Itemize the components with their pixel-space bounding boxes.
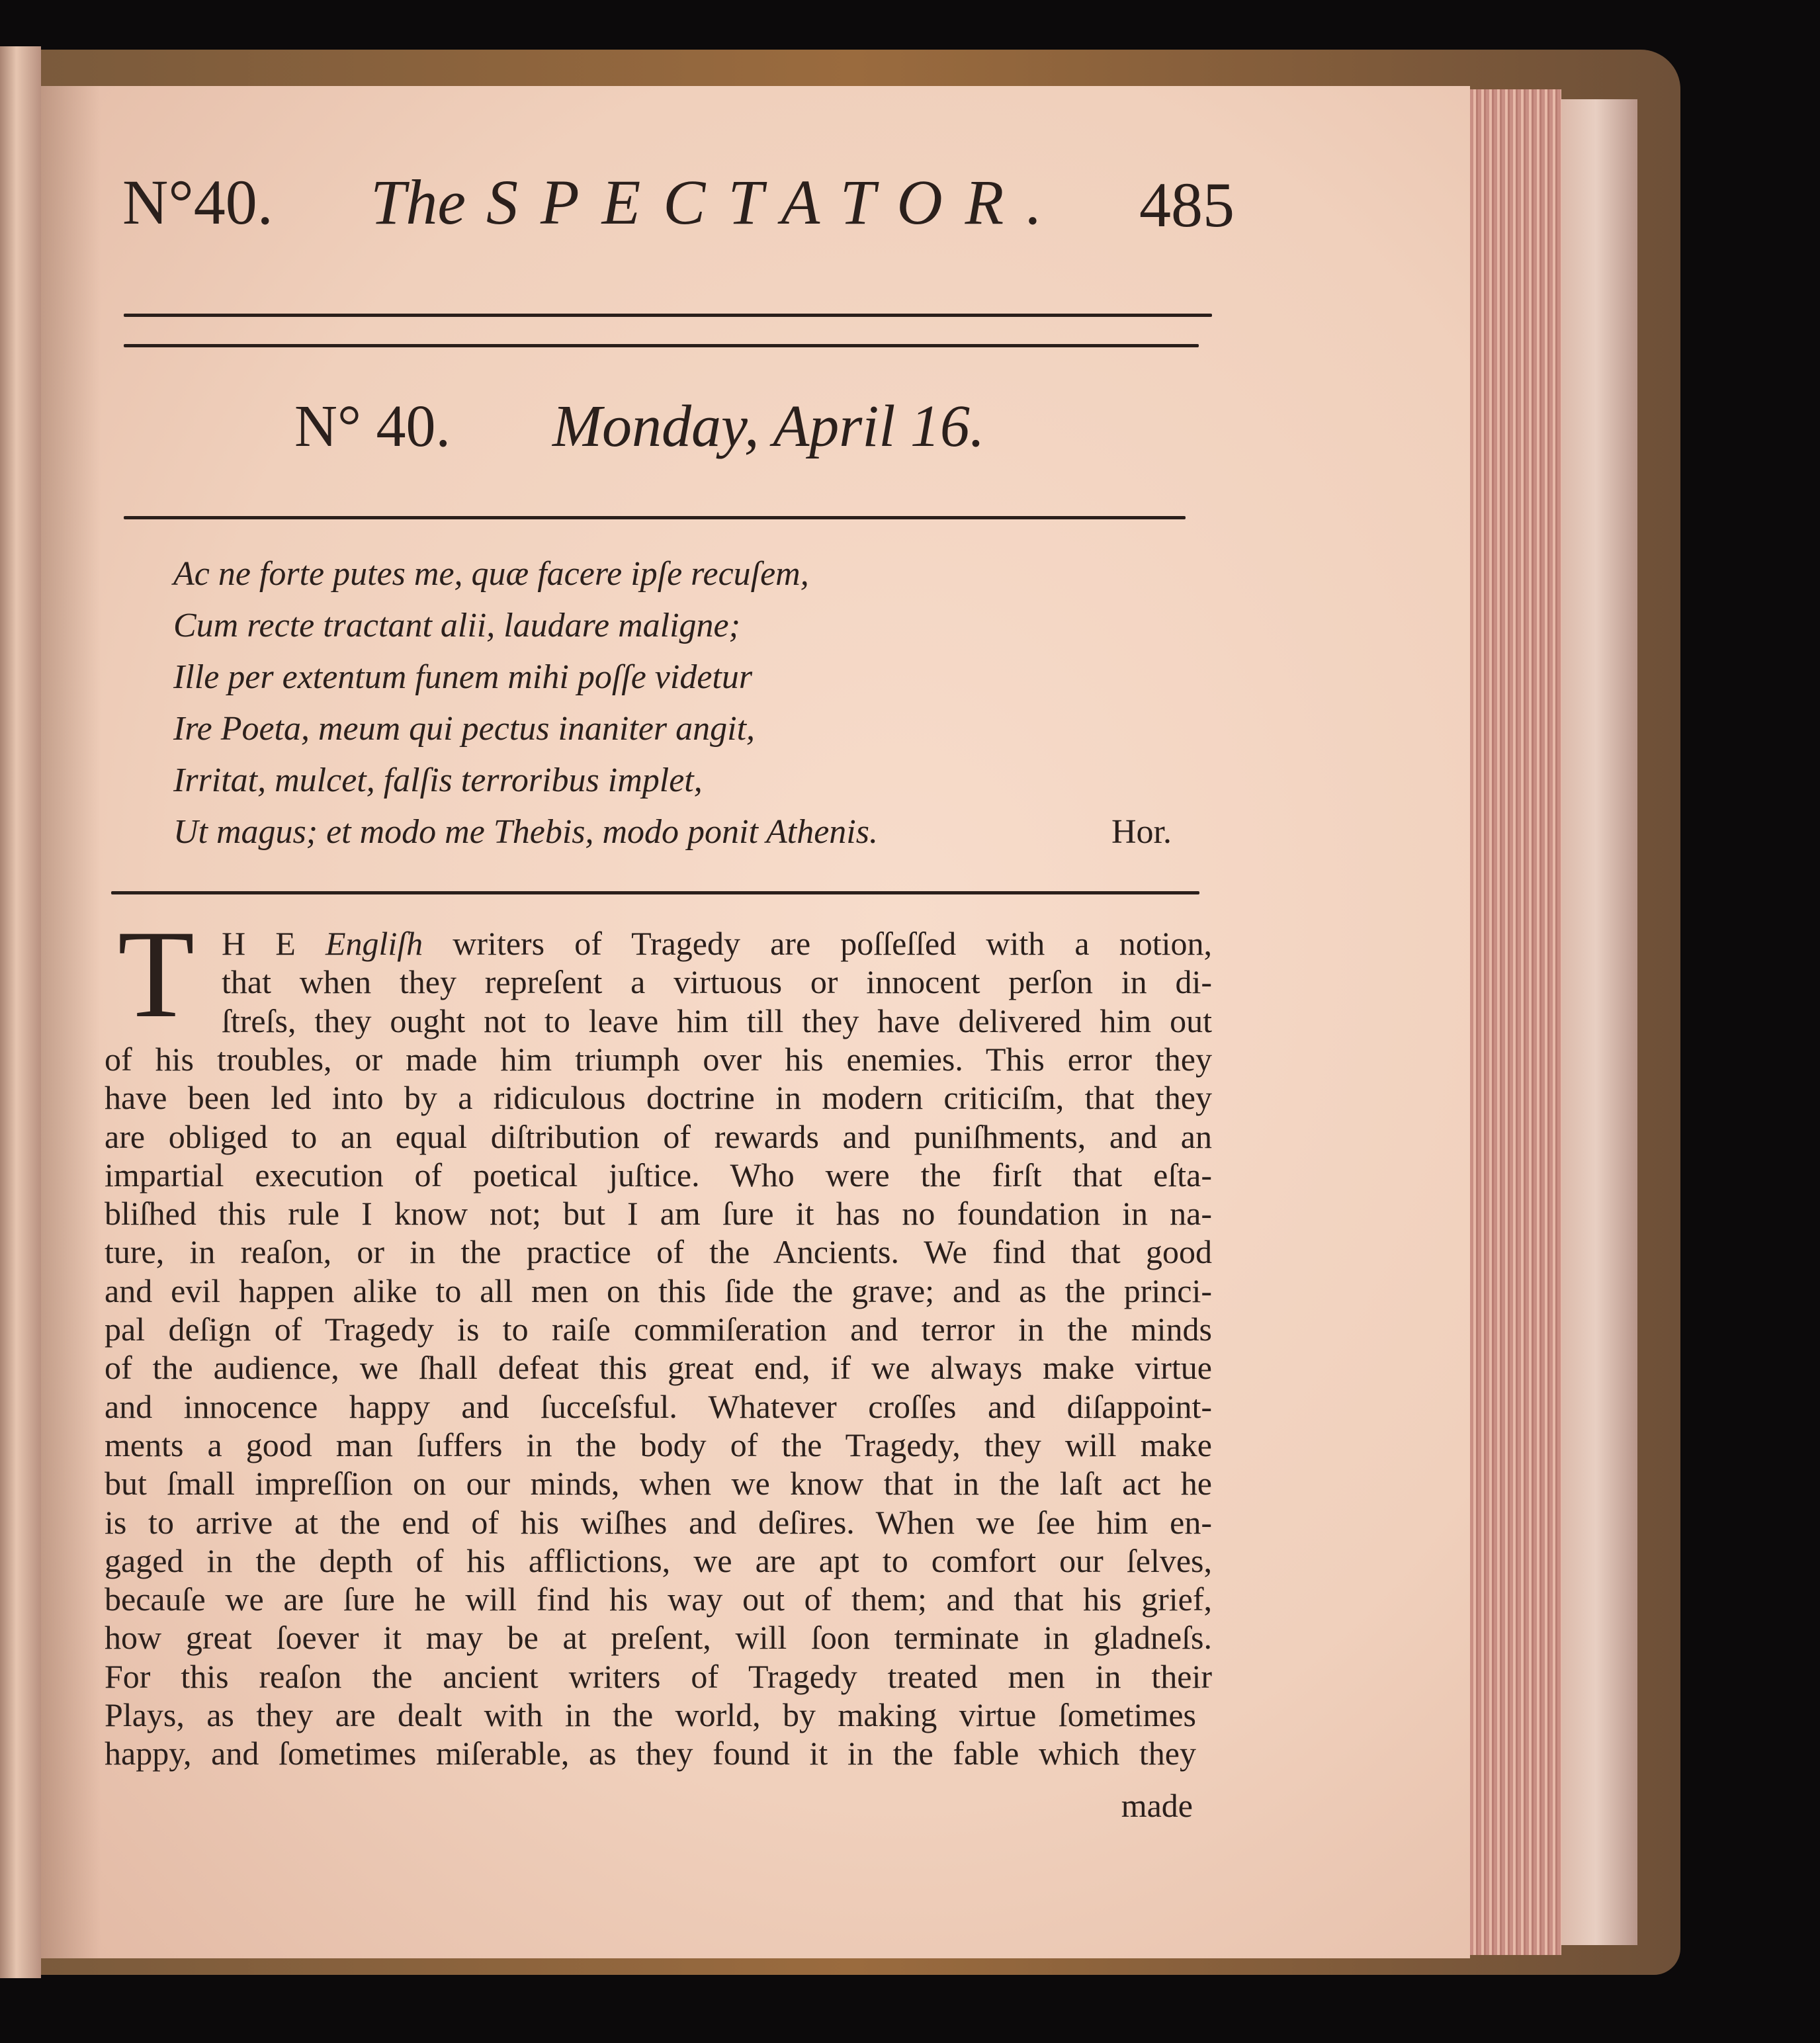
body-line: and innocence happy and ſucceſsful. Whatever croſſes and diſappoint-	[105, 1387, 1212, 1425]
body-line: For this reaſon the ancient writers of Tragedy treated men in their	[105, 1657, 1212, 1695]
body-line: is to arrive at the end of his wiſhes and deſires. When we ſee him en-	[105, 1503, 1212, 1541]
issue-number: N° 40.	[294, 394, 451, 459]
body-line: gaged in the depth of his afflictions, we are apt to comfort our ſelves,	[105, 1542, 1212, 1579]
body-line: happy, and ſometimes miſerable, as they found it in the fable which they	[105, 1735, 1196, 1772]
verse-line: Irritat, mulcet, falſis terroribus implet,	[173, 761, 703, 799]
verse-line: Ac ne forte putes me, quæ facere ipſe recuſem,	[173, 555, 809, 593]
rule-body	[111, 891, 1199, 894]
body-line: and evil happen alike to all men on this ſide the grave; and as the princi-	[105, 1272, 1212, 1309]
body-line: of his troubles, or made him triumph over his enemies. This error they	[105, 1040, 1212, 1078]
catchword: made	[1121, 1787, 1193, 1824]
left-page-edge	[0, 46, 41, 1978]
body-line: ments a good man ſuffers in the body of the Tragedy, they will make	[105, 1426, 1212, 1463]
body-line: how great ſoever it may be at preſent, will ſoon terminate in gladneſs.	[105, 1619, 1212, 1657]
body-line: bliſhed this rule I know not; but I am ſure it has no foundation in na-	[105, 1195, 1212, 1233]
body-line: pal deſign of Tragedy is to raiſe commiſeration and terror in the minds	[105, 1311, 1212, 1348]
header-title-article: The	[370, 167, 466, 238]
body-line: but ſmall impreſſion on our minds, when we know that in the laſt act he	[105, 1465, 1212, 1502]
body-line: that when they repreſent a virtuous or innocent perſon in di-	[222, 963, 1212, 1001]
verse-line: Ille per extentum funem mihi poſſe videtur	[173, 658, 753, 696]
header-number: N°40.	[122, 167, 273, 238]
rule-date	[124, 516, 1186, 519]
body-line: of the audience, we ſhall defeat this great end, if we always make virtue	[105, 1349, 1212, 1387]
rule-top-2	[124, 344, 1199, 347]
verse-line: Ire Poeta, meum qui pectus inaniter angit,	[173, 710, 756, 748]
page-edges	[1470, 89, 1561, 1955]
header-title: SPECTATOR.	[486, 167, 1065, 238]
body-line: becauſe we are ſure he will find his way out of them; and that his grief,	[105, 1581, 1212, 1618]
body-line: Plays, as they are dealt with in the world, by making virtue ſometimes	[105, 1696, 1196, 1733]
first-line-lead: H E	[222, 925, 296, 962]
first-line-rest: writers of Tragedy are poſſeſſed with a notion,	[453, 925, 1213, 962]
body-line: have been led into by a ridiculous doctrine in modern criticiſm, that they	[105, 1079, 1212, 1117]
rule-top-1	[124, 314, 1212, 317]
body-line: are obliged to an equal diſtribution of rewards and puniſhments, and an	[105, 1117, 1212, 1155]
verse-line: Cum recte tractant alii, laudare maligne;	[173, 607, 740, 644]
first-line-italic: Engliſh	[325, 925, 423, 962]
drop-cap: T	[118, 905, 195, 1044]
body-line: ſtreſs, they ought not to leave him till they have delivered him out	[222, 1002, 1212, 1039]
epigraph-attribution: Hor.	[1111, 813, 1172, 851]
body-line: impartial execution of poetical juſtice. Who were the firſt that eſta-	[105, 1156, 1212, 1194]
body-line: ture, in reaſon, or in the practice of the Ancients. We find that good	[105, 1233, 1212, 1271]
body-line	[222, 924, 1212, 963]
verse-line: Ut magus; et modo me Thebis, modo ponit Athenis.	[173, 813, 878, 851]
issue-date: Monday, April 16.	[552, 394, 985, 459]
page-number: 485	[1139, 169, 1235, 240]
flyleaf	[1555, 99, 1637, 1945]
gutter-shadow	[41, 86, 101, 1958]
